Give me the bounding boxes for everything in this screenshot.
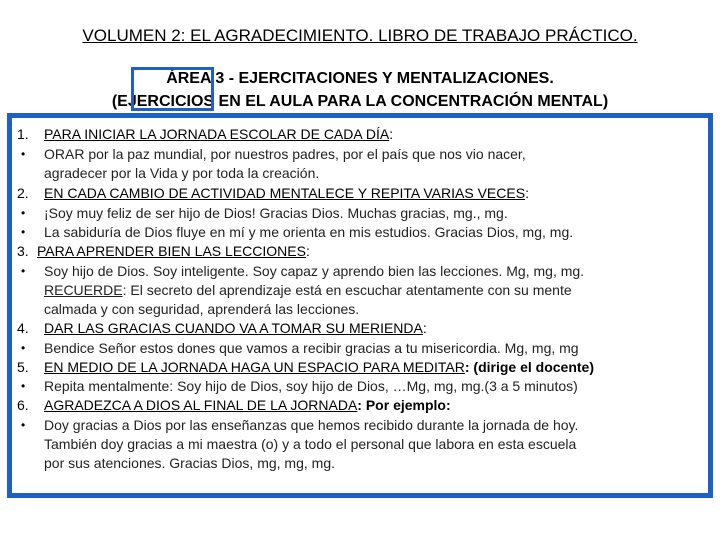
bullet-icon: • [21,418,26,432]
section-title-suffix: : [389,126,394,142]
section-title [44,319,427,338]
section-title [44,184,529,203]
bullet-icon: • [21,264,26,278]
section-title-suffix: : [525,185,529,201]
section-title-text: PARA APRENDER BIEN LAS LECCIONES [37,243,306,259]
list-item-text: Soy hijo de Dios. Soy inteligente. Soy capaz y aprendo bien las lecciones. Mg, mg, mg. [44,263,585,279]
area-subheading: (EJERCICIOS EN EL AULA PARA LA CONCENTRACIÓN MENTAL) [111,93,609,110]
note-label: RECUERDE [44,282,123,298]
bullet-icon: • [21,147,26,161]
section-number: 1. [17,126,29,142]
section-number: 6. [17,397,29,413]
list-item-text: agradecer por la Vida y por toda la creación. [44,165,320,181]
note-text [44,281,572,300]
page-title: VOLUMEN 2: EL AGRADECIMIENTO. LIBRO DE TRABAJO PRÁCTICO. [82,26,638,45]
section-title-text: AGRADEZCA A DIOS AL FINAL DE LA JORNADA [44,397,358,413]
bullet-icon: • [21,206,26,220]
section-title-suffix: : [422,320,427,336]
list-item-text: Doy gracias a Dios por las enseñanzas que hemos recibido durante la jornada de hoy. [44,417,579,433]
section-title-text: PARA INICIAR LA JORNADA ESCOLAR DE CADA DÍA [44,126,390,142]
section-title-text: EN CADA CAMBIO DE ACTIVIDAD MENTALECE Y REPITA VARIAS VECES [44,185,526,201]
section-title [44,125,393,144]
section-title-suffix: : (dirige el docente) [464,359,594,375]
section-title-suffix: : [305,243,310,259]
list-item-text: La sabiduría de Dios fluye en mí y me orienta en mis estudios. Gracias Dios, mg, mg. [44,224,574,240]
area-heading [0,70,720,88]
section-title [44,358,594,377]
area-heading-rest: - EJERCITACIONES Y MENTALIZACIONES. [224,70,554,87]
section-title-text: DAR LAS GRACIAS CUANDO VA A TOMAR SU MERIENDA [44,320,423,336]
bullet-icon: • [21,225,26,239]
list-item-text: por sus atenciones. Gracias Dios, mg, mg, mg. [44,455,335,471]
area-highlight-box [131,67,214,111]
bullet-icon: • [21,341,26,355]
list-item-text: También doy gracias a mi maestra (o) y a todo el personal que labora en esta escuela [44,436,577,452]
list-item-text: ¡Soy muy feliz de ser hijo de Dios! Gracias Dios. Muchas gracias, mg., mg. [44,205,508,221]
list-item-text: ORAR por la paz mundial, por nuestros padres, por el país que nos vio nacer, [44,146,526,162]
exercises-panel [7,113,713,498]
section-number: 5. [17,359,29,375]
section-title-text: EN MEDIO DE LA JORNADA HAGA UN ESPACIO PARA MEDITAR [44,359,465,375]
list-item-text: Repita mentalmente: Soy hijo de Dios, soy hijo de Dios, …Mg, mg, mg.(3 a 5 minutos) [44,378,578,394]
section-title-suffix: : Por ejemplo: [357,397,451,413]
note-text-last: calmada y con seguridad, aprenderá las lecciones. [44,301,360,317]
list-item-text: Bendice Señor estos dones que vamos a recibir gracias a tu misericordia. Mg, mg, mg [44,340,579,356]
section-number: 3. [17,243,29,259]
section-title [37,242,310,261]
section-number: 2. [17,185,29,201]
note-rest: : El secreto del aprendizaje está en escuchar atentamente con su mente [122,282,572,298]
bullet-icon: • [21,379,26,393]
section-number: 4. [17,320,29,336]
area-label: ÁREA 3 [166,70,225,87]
section-title [44,396,451,415]
